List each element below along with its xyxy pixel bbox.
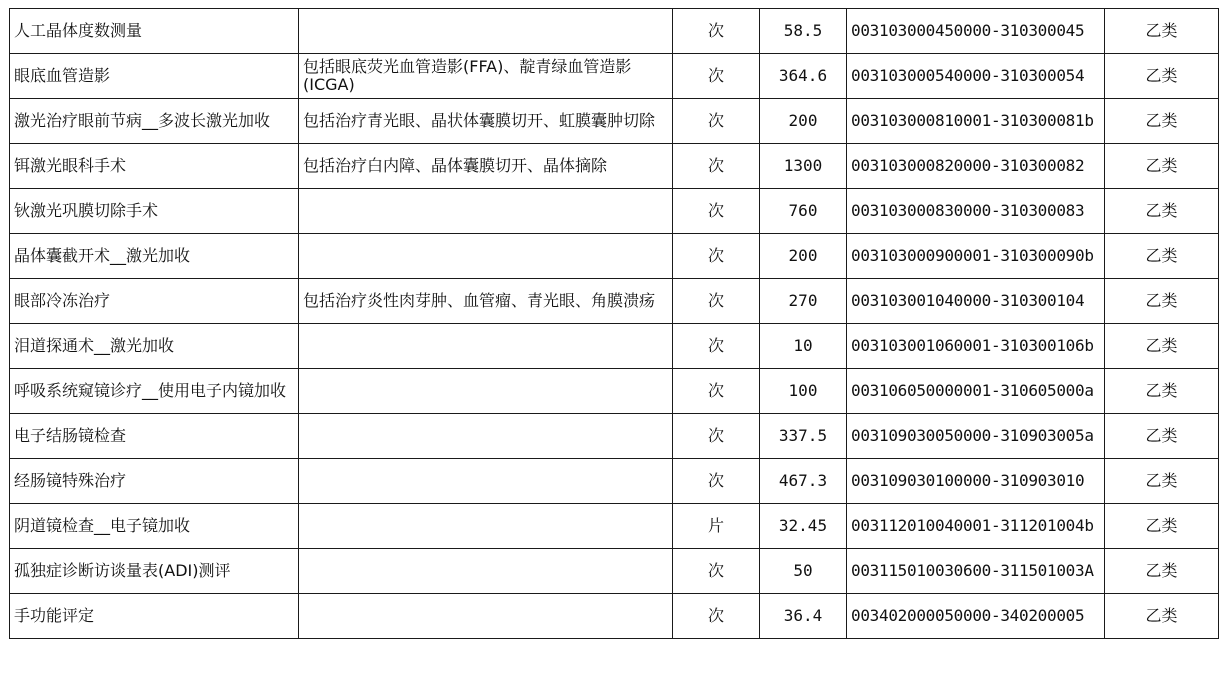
item-code-cell: 003103000820000-310300082: [847, 144, 1105, 189]
table-row: [10, 144, 1219, 189]
item-code-cell: 003103000540000-310300054: [847, 54, 1105, 99]
item-description-cell: 包括眼底荧光血管造影(FFA)、靛青绿血管造影(ICGA): [299, 54, 673, 99]
item-name-cell: 钬激光巩膜切除手术: [10, 189, 299, 234]
price-cell: 200: [760, 99, 847, 144]
item-name-cell: 孤独症诊断访谈量表(ADI)测评: [10, 549, 299, 594]
unit-cell: 次: [673, 234, 760, 279]
item-code-cell: 003402000050000-340200005: [847, 594, 1105, 639]
category-cell: 乙类: [1105, 99, 1219, 144]
price-cell: 58.5: [760, 9, 847, 54]
price-cell: 337.5: [760, 414, 847, 459]
category-cell: 乙类: [1105, 234, 1219, 279]
category-cell: 乙类: [1105, 189, 1219, 234]
item-name-cell: 阴道镜检查__电子镜加收: [10, 504, 299, 549]
unit-cell: 次: [673, 324, 760, 369]
price-cell: 10: [760, 324, 847, 369]
item-code-cell: 003109030050000-310903005a: [847, 414, 1105, 459]
table-row: [10, 459, 1219, 504]
unit-cell: 次: [673, 9, 760, 54]
item-description-cell: 包括治疗白内障、晶体囊膜切开、晶体摘除: [299, 144, 673, 189]
category-cell: 乙类: [1105, 459, 1219, 504]
item-code-cell: 003103001060001-310300106b: [847, 324, 1105, 369]
category-cell: 乙类: [1105, 549, 1219, 594]
table-row: [10, 504, 1219, 549]
item-code-cell: 003103000900001-310300090b: [847, 234, 1105, 279]
fee-table: [9, 8, 1219, 639]
unit-cell: 次: [673, 414, 760, 459]
unit-cell: 次: [673, 189, 760, 234]
table-row: [10, 54, 1219, 99]
item-description-cell: [299, 189, 673, 234]
item-description-cell: [299, 414, 673, 459]
unit-cell: 次: [673, 459, 760, 504]
item-code-cell: 003103000830000-310300083: [847, 189, 1105, 234]
table-row: [10, 99, 1219, 144]
price-cell: 270: [760, 279, 847, 324]
price-cell: 200: [760, 234, 847, 279]
item-name-cell: 晶体囊截开术__激光加收: [10, 234, 299, 279]
item-code-cell: 003103000810001-310300081b: [847, 99, 1105, 144]
price-cell: 36.4: [760, 594, 847, 639]
item-code-cell: 003112010040001-311201004b: [847, 504, 1105, 549]
item-name-cell: 电子结肠镜检查: [10, 414, 299, 459]
item-name-cell: 经肠镜特殊治疗: [10, 459, 299, 504]
item-name-cell: 铒激光眼科手术: [10, 144, 299, 189]
unit-cell: 次: [673, 594, 760, 639]
item-description-cell: [299, 9, 673, 54]
unit-cell: 片: [673, 504, 760, 549]
item-name-cell: 呼吸系统窥镜诊疗__使用电子内镜加收: [10, 369, 299, 414]
unit-cell: 次: [673, 549, 760, 594]
item-code-cell: 003115010030600-311501003A: [847, 549, 1105, 594]
table-row: [10, 9, 1219, 54]
item-name-cell: 泪道探通术__激光加收: [10, 324, 299, 369]
category-cell: 乙类: [1105, 324, 1219, 369]
category-cell: 乙类: [1105, 369, 1219, 414]
unit-cell: 次: [673, 99, 760, 144]
price-cell: 467.3: [760, 459, 847, 504]
fee-table-body: [10, 9, 1219, 639]
price-cell: 100: [760, 369, 847, 414]
unit-cell: 次: [673, 54, 760, 99]
category-cell: 乙类: [1105, 54, 1219, 99]
item-description-cell: 包括治疗青光眼、晶状体囊膜切开、虹膜囊肿切除: [299, 99, 673, 144]
category-cell: 乙类: [1105, 279, 1219, 324]
item-name-cell: 激光治疗眼前节病__多波长激光加收: [10, 99, 299, 144]
table-row: [10, 324, 1219, 369]
unit-cell: 次: [673, 279, 760, 324]
item-code-cell: 003106050000001-310605000a: [847, 369, 1105, 414]
item-name-cell: 眼部冷冻治疗: [10, 279, 299, 324]
table-row: [10, 234, 1219, 279]
category-cell: 乙类: [1105, 9, 1219, 54]
table-row: [10, 414, 1219, 459]
unit-cell: 次: [673, 144, 760, 189]
price-cell: 32.45: [760, 504, 847, 549]
price-cell: 1300: [760, 144, 847, 189]
item-description-cell: [299, 234, 673, 279]
item-description-cell: [299, 324, 673, 369]
item-name-cell: 手功能评定: [10, 594, 299, 639]
category-cell: 乙类: [1105, 504, 1219, 549]
item-description-cell: 包括治疗炎性肉芽肿、血管瘤、青光眼、角膜溃疡: [299, 279, 673, 324]
table-row: [10, 369, 1219, 414]
item-code-cell: 003103001040000-310300104: [847, 279, 1105, 324]
category-cell: 乙类: [1105, 594, 1219, 639]
table-row: [10, 594, 1219, 639]
category-cell: 乙类: [1105, 414, 1219, 459]
price-cell: 364.6: [760, 54, 847, 99]
unit-cell: 次: [673, 369, 760, 414]
category-cell: 乙类: [1105, 144, 1219, 189]
item-description-cell: [299, 504, 673, 549]
item-description-cell: [299, 459, 673, 504]
item-description-cell: [299, 594, 673, 639]
price-cell: 50: [760, 549, 847, 594]
item-name-cell: 眼底血管造影: [10, 54, 299, 99]
item-code-cell: 003109030100000-310903010: [847, 459, 1105, 504]
item-description-cell: [299, 549, 673, 594]
price-cell: 760: [760, 189, 847, 234]
table-row: [10, 549, 1219, 594]
table-row: [10, 279, 1219, 324]
table-row: [10, 189, 1219, 234]
item-name-cell: 人工晶体度数测量: [10, 9, 299, 54]
item-code-cell: 003103000450000-310300045: [847, 9, 1105, 54]
item-description-cell: [299, 369, 673, 414]
